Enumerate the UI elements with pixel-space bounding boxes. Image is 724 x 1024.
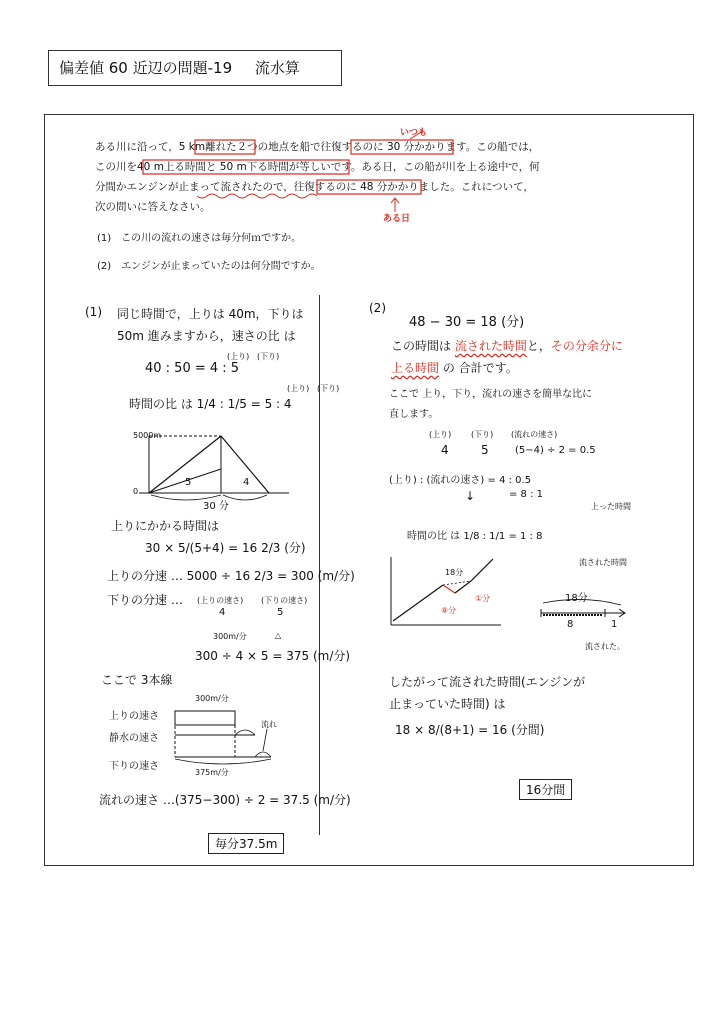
sol1-down-speed: (下りの速さ) — [261, 596, 308, 605]
sol1-down-label-2: (下り) — [317, 384, 340, 393]
sol2-down-arrow: ↓ — [465, 489, 476, 503]
three-lines-diagram — [171, 705, 291, 775]
sol1-triangle: △ — [275, 631, 282, 640]
note-itsumo: いつも — [400, 128, 428, 138]
graph1-origin: 0 — [133, 487, 139, 496]
three-bottom-value: 375m/分 — [195, 768, 229, 777]
sol1-line-1: 同じ時間で，上りは 40m，下りは — [117, 307, 304, 321]
sol1-line-10: ここで 3本線 — [101, 673, 173, 687]
sol1-answer: 毎分37.5m — [215, 837, 278, 851]
sol2-line-9: したがって流された時間(エンジンが — [389, 675, 586, 689]
sol2-line-7: = 8 : 1 — [509, 489, 544, 500]
column-divider — [319, 295, 320, 835]
sol2-label: (2) — [369, 301, 386, 315]
three-up-label: 上りの速さ — [109, 711, 159, 722]
graph2-eight: ⑧分 — [441, 606, 457, 615]
sol2-line-5: 直します。 — [389, 409, 439, 420]
sol1-line-4: 時間の比 は 1/4 : 1/5 = 5 : 4 — [129, 397, 292, 411]
sol2-hdr-flow: (流れの速さ) — [511, 430, 558, 439]
sol2-up-time-label: 上った時間 — [591, 502, 631, 511]
sol1-per-unit: 300m/分 — [213, 632, 247, 641]
sol2-line-2: この時間は — [391, 339, 452, 353]
three-still-label: 静水の速さ — [109, 733, 159, 744]
sol1-line-8: 下りの分速 … — [107, 593, 183, 607]
sol2-hdr-down: (下り) — [471, 430, 494, 439]
sol2-line-10: 止まっていた時間) は — [389, 697, 506, 711]
problem-line-4: 次の問いに答えなさい。 — [95, 201, 211, 213]
sol1-line-2: 50m 進みますから，速さの比 は — [117, 329, 296, 343]
sol2-line-1: 48 − 30 = 18 (分) — [409, 315, 525, 330]
three-down-label: 下りの速さ — [109, 761, 159, 772]
problem-annotations — [45, 115, 695, 225]
title-topic: 流水算 — [254, 59, 300, 77]
sol1-line-6: 30 × 5/(5+4) = 16 2/3 (分) — [145, 541, 306, 555]
sol1-down-label: (下り) — [257, 352, 280, 361]
problem-line-1: ある川に沿って，5 km離れた２つの地点を船で往復するのに 30 分かかります。この船では， — [95, 141, 540, 153]
sol2-and: と， — [526, 339, 551, 353]
question-2: (2) エンジンが止まっていたのは何分間ですか。 — [97, 261, 321, 272]
seg-part-b: 1 — [611, 619, 618, 630]
sol2-hdr-flow-v: (5−4) ÷ 2 = 0.5 — [515, 445, 596, 456]
sol2-line-6: (上り) : (流れの速さ) = 4 : 0.5 — [389, 475, 532, 486]
sol2-drift-time: 流された時間 — [454, 339, 527, 353]
sol2-up-time: 上る時間 — [391, 361, 440, 375]
graph2-one: ①分 — [475, 594, 491, 603]
sol1-answer-box — [208, 833, 284, 854]
title-label: 偏差値 60 近辺の問題-19 — [59, 59, 233, 77]
problem-line-3: 分間かエンジンが止まって流されたので，往復するのに 48 分かかりました。これについて， — [95, 181, 534, 193]
graph1-seg-up: 5 — [185, 477, 192, 488]
sol1-line-11: 流れの速さ …(375−300) ÷ 2 = 37.5 (m/分) — [99, 793, 351, 807]
sol2-extra: その分余分に — [550, 339, 623, 353]
sol2-line-3-wrap — [391, 359, 518, 376]
sol1-up-speed: (上りの速さ) — [197, 596, 244, 605]
graph1-ylabel: 5000m — [133, 431, 162, 440]
problem-line-2: この川を40 m上る時間と 50 m下る時間が等しいです。ある日，この船が川を上る途中で，何 — [95, 161, 540, 173]
sol2-line-2-wrap — [391, 337, 623, 354]
sol1-line-5: 上りにかかる時間は — [111, 519, 220, 533]
sol2-line-11: 18 × 8/(8+1) = 16 (分間) — [395, 723, 545, 737]
seg-drift: 流された。 — [585, 642, 625, 651]
three-flow-label: 流れ — [261, 720, 277, 729]
sol1-line-7: 上りの分速 … 5000 ÷ 16 2/3 = 300 (m/分) — [107, 569, 355, 583]
sol2-sum: の 合計です。 — [442, 361, 518, 375]
title-box — [48, 50, 342, 86]
sol2-drift-time-label: 流された時間 — [579, 558, 627, 567]
sol2-answer-box — [519, 779, 572, 800]
seg-total: 18分 — [565, 593, 588, 604]
sol2-line-8: 時間の比 は 1/8 : 1/1 = 1 : 8 — [407, 531, 543, 542]
seg-part-a: 8 — [567, 619, 574, 630]
sol2-answer: 16分間 — [526, 783, 566, 797]
graph2-eighteen: 18分 — [445, 568, 464, 577]
graph1-seg-down: 4 — [243, 477, 250, 488]
sol1-up-label: (上り) — [227, 352, 250, 361]
sol1-five: 5 — [277, 607, 284, 618]
main-box — [44, 114, 694, 866]
sol2-hdr-down-v: 5 — [481, 443, 489, 457]
sol2-hdr-up: (上り) — [429, 430, 452, 439]
sol1-four: 4 — [219, 607, 226, 618]
note-aruhi: ある日 — [383, 214, 411, 224]
three-top-value: 300m/分 — [195, 694, 229, 703]
sol1-up-label-2: (上り) — [287, 384, 310, 393]
graph1-total: 30 分 — [203, 501, 229, 512]
sol2-hdr-up-v: 4 — [441, 443, 449, 457]
question-1: (1) この川の流れの速さは毎分何ｍですか。 — [97, 233, 302, 244]
sol1-label: (1) — [85, 305, 102, 319]
sol1-line-3: 40 : 50 = 4 : 5 — [145, 361, 240, 376]
sol1-line-9: 300 ÷ 4 × 5 = 375 (m/分) — [195, 649, 351, 663]
sol2-line-4: ここで 上り，下り，流れの速さを簡単な比に — [389, 389, 593, 400]
